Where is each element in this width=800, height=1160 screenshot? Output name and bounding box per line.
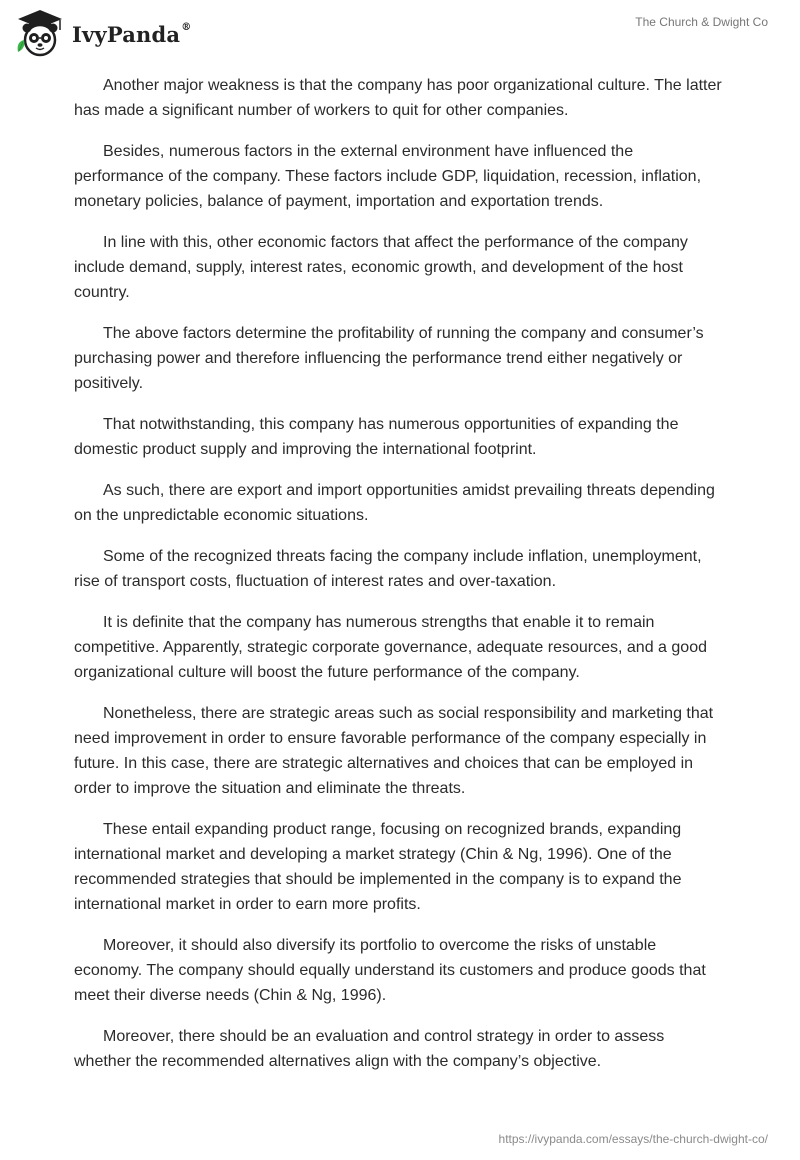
paragraph: The above factors determine the profitability of running the company and consumer’s purchasing power and therefore influencing the performance trend either negatively or positively.: [74, 325, 704, 392]
source-url-link[interactable]: https://ivypanda.com/essays/the-church-dwight-co/: [498, 1132, 768, 1146]
paragraph: These entail expanding product range, focusing on recognized brands, expanding international market and developing a market strategy (Chin & Ng, 1996). One of the recommended strategies that should be implemented in the company is to expand the international market in order to earn more profits.: [74, 821, 682, 913]
paragraph: That notwithstanding, this company has numerous opportunities of expanding the domestic product supply and improving the international footprint.: [74, 416, 679, 458]
paragraph: As such, there are export and import opportunities amidst prevailing threats depending on the unpredictable economic situations.: [74, 482, 715, 524]
paragraph: In line with this, other economic factors that affect the performance of the company include demand, supply, interest rates, economic growth, and development of the host country.: [74, 234, 688, 301]
ivypanda-logo[interactable]: [14, 8, 191, 58]
paragraph: Moreover, it should also diversify its portfolio to overcome the risks of unstable economy. The company should equally understand its customers and produce goods that meet their diverse needs (Chin & Ng, 1996).: [74, 937, 706, 1004]
logo-wordmark: [72, 22, 191, 47]
paragraph: Moreover, there should be an evaluation and control strategy in order to assess whether the recommended alternatives align with the company’s objective.: [74, 1028, 665, 1070]
paragraph: Nonetheless, there are strategic areas such as social responsibility and marketing that need improvement in order to ensure favorable performance of the company especially in future. In this case, there are strategic alternatives and choices that can be employed in order to improve the situation and eliminate the threats.: [74, 705, 714, 797]
document-title: The Church & Dwight Co: [635, 15, 768, 29]
paragraph: Besides, numerous factors in the external environment have influenced the performance of the company. These factors include GDP, liquidation, recession, inflation, monetary policies, balance of payment, importation and exportation trends.: [74, 143, 702, 210]
panda-graduate-icon: [14, 8, 66, 58]
logo-text: IvyPanda: [72, 21, 181, 47]
essay-body: [74, 73, 724, 1090]
page-header: [0, 0, 800, 70]
paragraph: Another major weakness is that the company has poor organizational culture. The latter has made a significant number of workers to quit for other companies.: [74, 77, 722, 119]
registered-mark: ®: [181, 21, 192, 33]
paragraph: Some of the recognized threats facing the company include inflation, unemployment, rise of transport costs, fluctuation of interest rates and over-taxation.: [74, 548, 702, 590]
paragraph: It is definite that the company has numerous strengths that enable it to remain competitive. Apparently, strategic corporate governance, adequate resources, and a good organizational culture will boost the future performance of the company.: [74, 614, 707, 681]
